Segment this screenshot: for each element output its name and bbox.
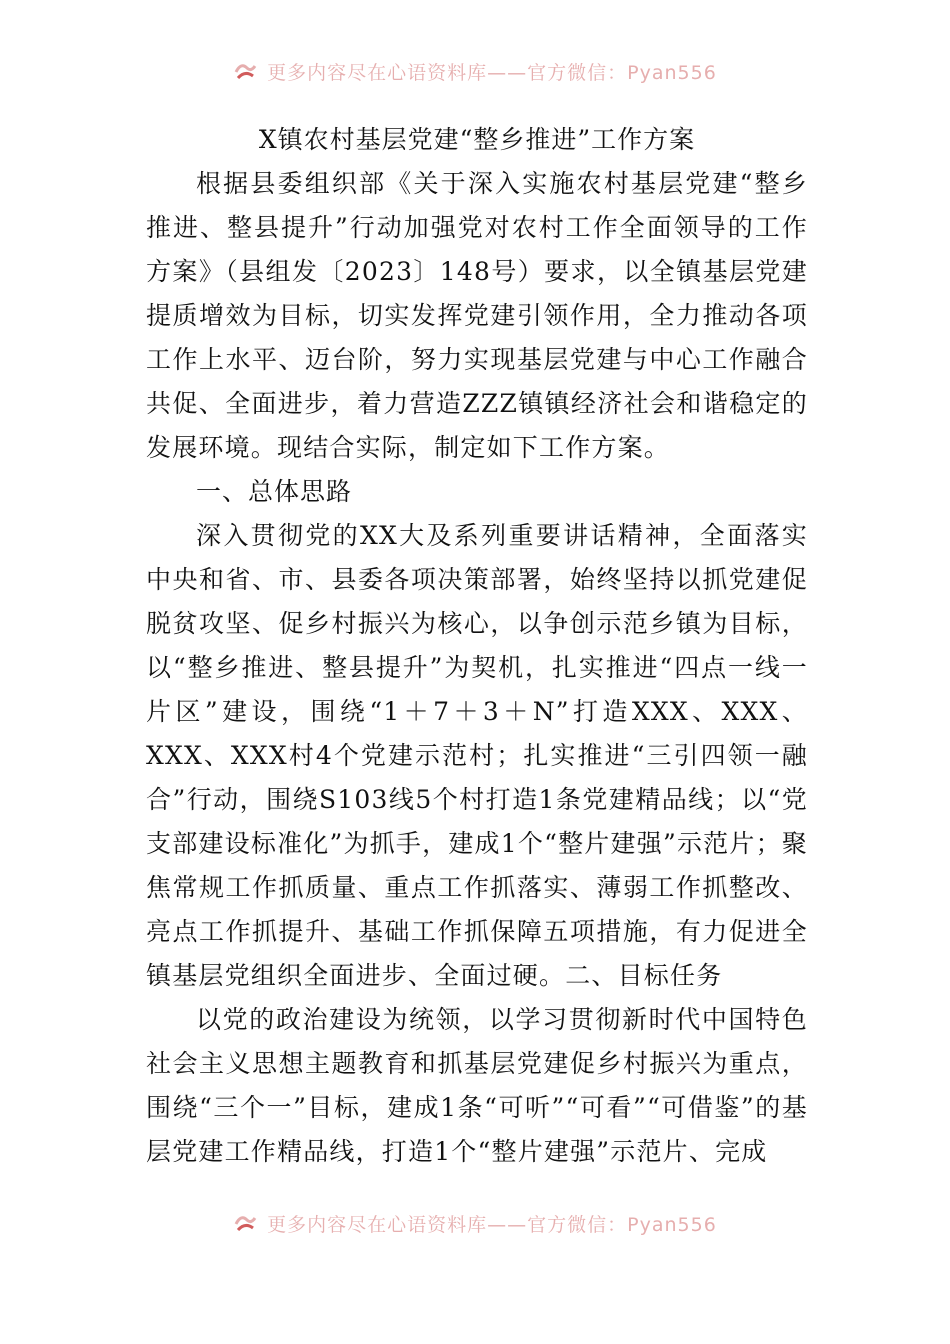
- watermark-top: [0, 56, 950, 86]
- watermark-logo-icon: [233, 60, 259, 82]
- document-page: [146, 118, 808, 1174]
- watermark-bottom: [0, 1208, 950, 1238]
- watermark-text: 更多内容尽在心语资料库——官方微信：Pyan556: [267, 61, 717, 84]
- overall-thinking-paragraph: 深入贯彻党的XX大及系列重要讲话精神，全面落实中央和省、市、县委各项决策部署，始终坚持以抓党建促脱贫攻坚、促乡村振兴为核心，以争创示范乡镇为目标，以“整乡推进、整县提升”为契机，扎实推进“四点一线一片区”建设，围绕“1＋7＋3＋N”打造XXX、XXX、XXX、XXX村4个党建示范村；扎实推进“三引四领一融合”行动，围绕S103线5个村打造1条党建精品线；以“党支部建设标准化”为抓手，建成1个“整片建强”示范片；聚焦常规工作抓质量、重点工作抓落实、薄弱工作抓整改、亮点工作抓提升、基础工作抓保障五项措施，有力促进全镇基层党组织全面进步、全面过硬。二、目标任务: [146, 521, 808, 990]
- section-heading-overall-thinking: 一、总体思路: [196, 477, 353, 506]
- document-title: X镇农村基层党建“整乡推进”工作方案: [258, 125, 696, 154]
- intro-paragraph: 根据县委组织部《关于深入实施农村基层党建“整乡推进、整县提升”行动加强党对农村工作全面领导的工作方案》（县组发〔2023〕148号）要求，以全镇基层党建提质增效为目标，切实发挥党建引领作用，全力推动各项工作上水平、迈台阶，努力实现基层党建与中心工作融合共促、全面进步，着力营造ZZZ镇镇经济社会和谐稳定的发展环境。现结合实际，制定如下工作方案。: [146, 169, 808, 462]
- watermark-text: 更多内容尽在心语资料库——官方微信：Pyan556: [267, 1213, 717, 1236]
- target-tasks-paragraph: 以党的政治建设为统领，以学习贯彻新时代中国特色社会主义思想主题教育和抓基层党建促乡村振兴为重点，围绕“三个一”目标，建成1条“可听”“可看”“可借鉴”的基层党建工作精品线，打造1个“整片建强”示范片、完成: [146, 1005, 808, 1166]
- watermark-logo-icon: [233, 1212, 259, 1234]
